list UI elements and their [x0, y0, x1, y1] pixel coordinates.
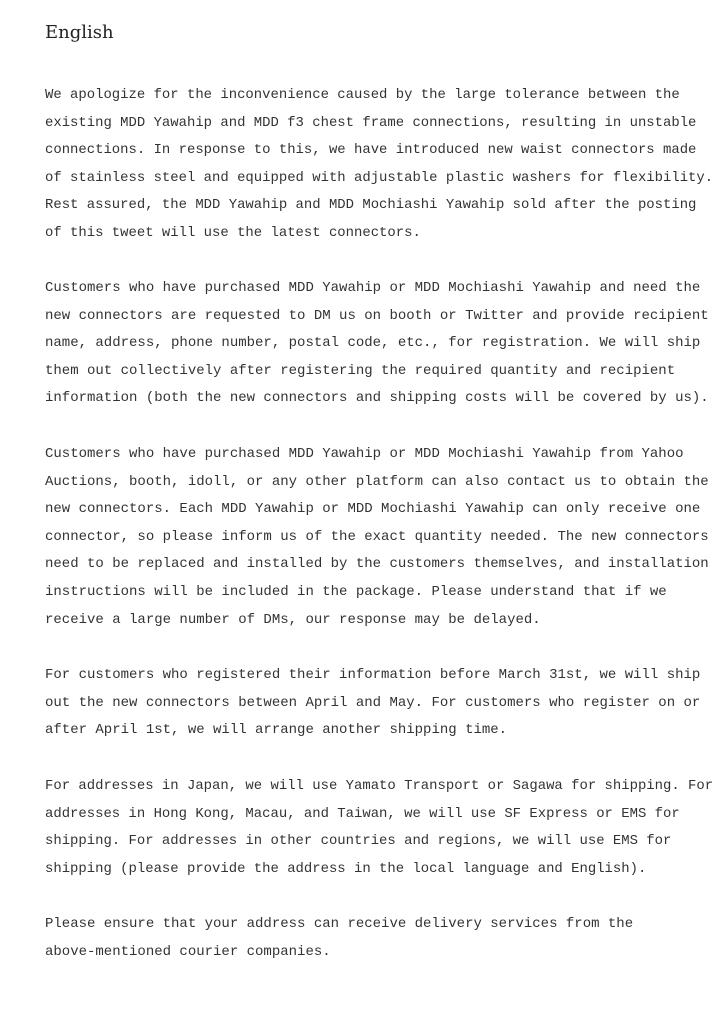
text-line: after April 1st, we will arrange another shipping time.	[45, 722, 508, 739]
paragraph-other-platforms	[45, 441, 709, 634]
text-line: above-mentioned courier companies.	[45, 943, 331, 960]
text-line: new connectors. Each MDD Yawahip or MDD Mochiashi Yawahip can only receive one	[45, 501, 701, 518]
text-line: information (both the new connectors and shipping costs will be covered by us).	[45, 390, 709, 407]
text-line: of this tweet will use the latest connectors.	[45, 224, 421, 241]
text-line: need to be replaced and installed by the customers themselves, and installation	[45, 556, 709, 573]
text-line: receive a large number of DMs, our response may be delayed.	[45, 611, 541, 628]
text-line: shipping. For addresses in other countries and regions, we will use EMS for	[45, 833, 672, 850]
document-heading: English	[45, 22, 114, 43]
text-line: out the new connectors between April and May. For customers who register on or	[45, 694, 701, 711]
text-line: addresses in Hong Kong, Macau, and Taiwan, we will use SF Express or EMS for	[45, 805, 680, 822]
text-line: new connectors are requested to DM us on booth or Twitter and provide recipient	[45, 307, 709, 324]
text-line: For addresses in Japan, we will use Yamato Transport or Sagawa for shipping. For	[45, 778, 714, 794]
paragraph-address-notice	[45, 911, 633, 966]
text-line: connections. In response to this, we have introduced new waist connectors made	[45, 142, 697, 159]
text-line: shipping (please provide the address in the local language and English).	[45, 860, 647, 877]
paragraph-shipping-carriers	[45, 773, 717, 883]
text-line: instructions will be included in the package. Please understand that if we	[45, 583, 667, 600]
text-line: Please ensure that your address can receive delivery services from the	[45, 916, 634, 932]
text-line: We apologize for the inconvenience caused by the large tolerance between the	[45, 87, 680, 103]
paragraph-registration	[45, 275, 709, 413]
text-line: Customers who have purchased MDD Yawahip or MDD Mochiashi Yawahip from Yahoo	[45, 446, 684, 462]
text-line: existing MDD Yawahip and MDD f3 chest frame connections, resulting in unstable	[45, 114, 697, 131]
text-line: For customers who registered their information before March 31st, we will ship	[45, 667, 701, 683]
text-line: Auctions, booth, idoll, or any other platform can also contact us to obtain the	[45, 473, 709, 490]
text-line: them out collectively after registering the required quantity and recipient	[45, 362, 676, 379]
paragraph-apology	[45, 82, 717, 248]
text-line: Customers who have purchased MDD Yawahip or MDD Mochiashi Yawahip and need the	[45, 280, 701, 296]
text-line: of stainless steel and equipped with adjustable plastic washers for flexibility.	[45, 169, 714, 186]
text-line: name, address, phone number, postal code, etc., for registration. We will ship	[45, 335, 701, 352]
text-line: connector, so please inform us of the exact quantity needed. The new connectors	[45, 528, 709, 545]
text-line: Rest assured, the MDD Yawahip and MDD Mochiashi Yawahip sold after the posting	[45, 197, 697, 214]
paragraph-shipping-schedule	[45, 662, 700, 745]
